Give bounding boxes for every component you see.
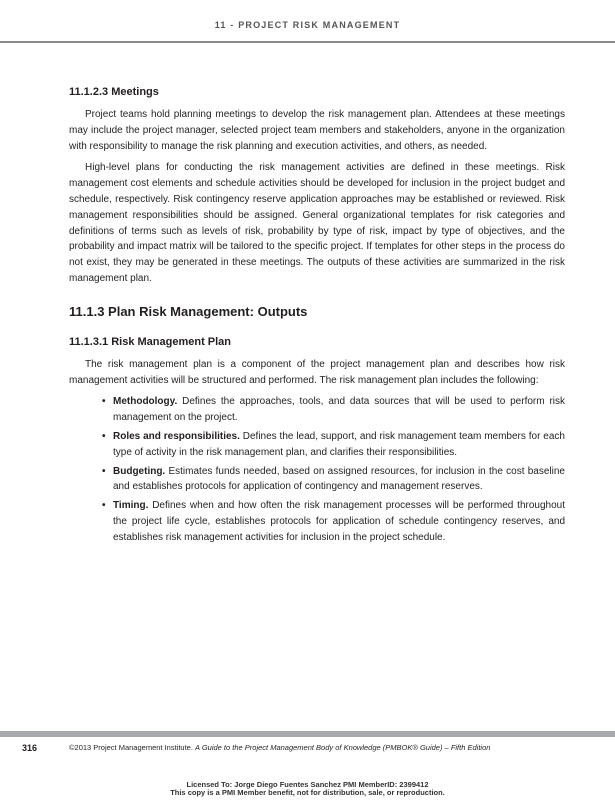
list-item-text: Defines when and how often the risk management processes will be performed throughout the project life cycle, establishes protocols for application of schedule contingency reserves, and establishes risk management activities for inclusion in the project schedule. [113,500,565,543]
license-notice [0,781,615,797]
copyright-line [69,743,490,752]
list-item-text: Defines the lead, support, and risk management team members for each type of activity in the risk management plan, and clarifies their responsibilities. [113,430,565,458]
risk-plan-intro: The risk management plan is a component of the project management plan and describes how risk management activities will be structured and performed. The risk management plan includes the following: [69,358,565,386]
running-header [0,14,615,43]
risk-plan-list [69,394,565,545]
page-body [69,86,565,549]
list-item-text: Estimates funds needed, based on assigned resources, for inclusion in the cost baseline and establishes protocols for application of contingency and management reserves. [113,465,565,493]
list-item-term: Timing. [113,500,149,512]
list-item-term: Roles and responsibilities. [113,430,240,442]
bullet-icon: • [102,500,106,512]
chapter-title: 11 - PROJECT RISK MANAGEMENT [214,20,401,30]
bullet-icon: • [102,396,106,408]
meetings-paragraph-2: High-level plans for conducting the risk management activities are defined in these meetings. Risk management cost elements and schedule activities should be developed for inclusion in the project budget and schedule, respectively. Risk contingency reserve application approaches may be established or reviewed. Risk management responsibilities should be assigned. General organizational templates for risk categories and definitions of terms such as levels of risk, probability by type of risk, impact by type of objectives, and the probability and impact matrix will be tailored to the specific project. If templates for other steps in the process do not exist, they may be generated in these meetings. The outputs of these activities are summarized in the risk management plan. [69,162,565,284]
list-item-term: Methodology. [113,396,178,408]
license-line-1: Licensed To: Jorge Diego Fuentes Sanchez PMI MemberID: 2399412 [186,780,429,789]
outputs-heading: 11.1.3 Plan Risk Management: Outputs [69,303,308,319]
list-item-roles [69,429,565,461]
copyright-prefix: ©2013 Project Management Institute. [69,743,196,752]
bullet-icon: • [102,430,106,442]
footer-rule [0,731,615,737]
list-item-budgeting [69,464,565,496]
page-number: 316 [22,743,38,753]
meetings-heading: 11.1.2.3 Meetings [69,86,159,98]
list-item-timing [69,498,565,545]
meetings-paragraph-1: Project teams hold planning meetings to develop the risk management plan. Attendees at these meetings may include the project manager, selected project team members and stakeholders, anyone in the organization with responsibility to manage the risk planning and execution activities, and others, as needed. [69,109,565,152]
bullet-icon: • [102,465,106,477]
risk-plan-heading: 11.1.3.1 Risk Management Plan [69,335,232,348]
list-item-text: Defines the approaches, tools, and data sources that will be used to perform risk management on the project. [113,396,565,424]
list-item-term: Budgeting. [113,465,166,477]
license-line-2: This copy is a PMI Member benefit, not for distribution, sale, or reproduction. [170,788,445,797]
list-item-methodology [69,394,565,426]
book-title: A Guide to the Project Management Body of Knowledge (PMBOK® Guide) – Fifth Edition [195,743,491,752]
